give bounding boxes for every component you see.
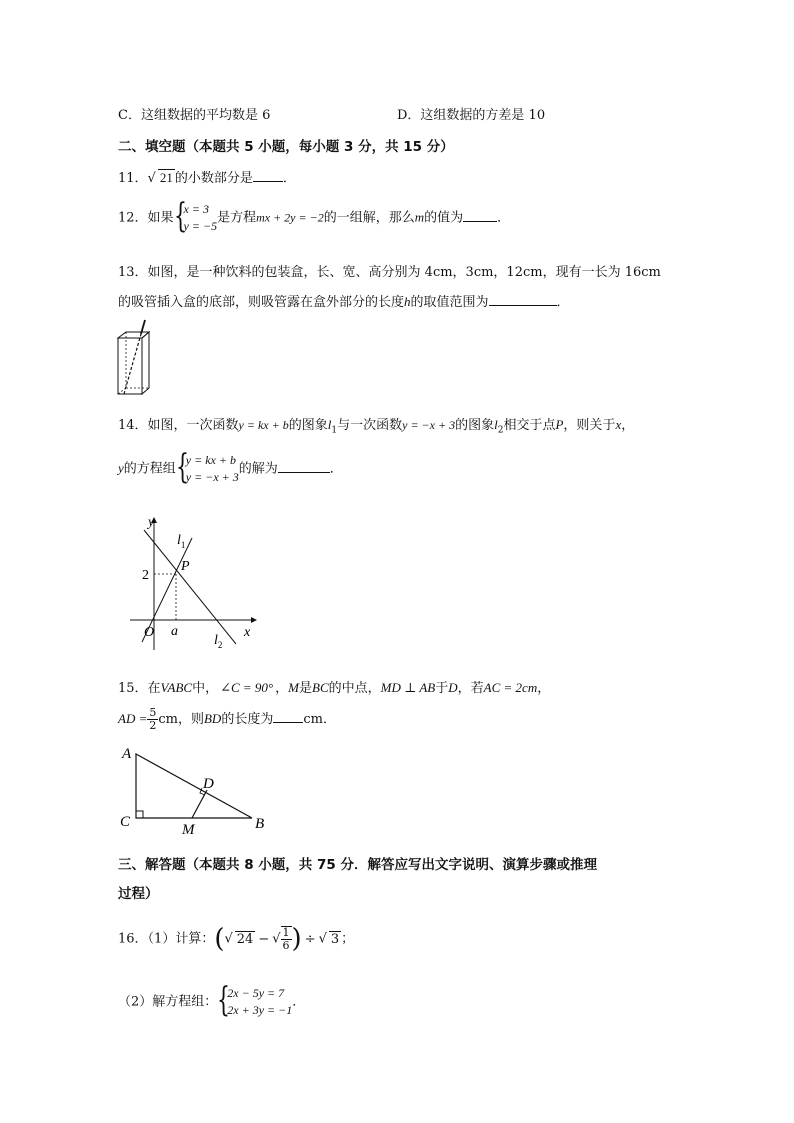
q14-l2-sub: 2 <box>497 425 504 436</box>
q14-graph <box>124 512 264 656</box>
q16-sqrt-symbol-2: √ <box>272 931 281 947</box>
question-15-line1 <box>118 677 550 696</box>
section-3-title-line1: 三、解答题（本题共 8 小题，共 75 分．解答应写出文字说明、演算步骤或推理 <box>118 857 597 873</box>
q15-t5: 于 <box>435 681 449 696</box>
q14-l2: l <box>494 417 498 432</box>
question-13-line1: 13．如图，是一种饮料的包装盒，长、宽、高分别为 4cm，3cm，12cm，现有一长为 16cm <box>118 265 661 280</box>
graph-l1-subscript: 1 <box>180 540 186 550</box>
q12-end: ． <box>497 210 511 226</box>
q15-d: D <box>448 680 458 695</box>
label-m: M <box>182 822 195 836</box>
q15-t8: ，则 <box>177 712 204 727</box>
q14-func1: y = kx + b <box>238 418 289 432</box>
q14-point-p: P <box>555 417 564 432</box>
q15-t6: ，若 <box>457 681 484 696</box>
q16-semicolon: ； <box>341 931 355 947</box>
q14-eq2: y = −x + 3 <box>185 470 239 484</box>
graph-l2-subscript: 2 <box>217 640 223 650</box>
q13-text-a: 的吸管插入盒的底部，则吸管露在盒外部分的长度 <box>118 295 405 310</box>
q14-func2: y = −x + 3 <box>402 418 456 432</box>
label-c: C <box>120 814 131 830</box>
q12-eq1: x = 3 <box>183 202 209 216</box>
q14-number: 14．如图，一次函数 <box>118 418 239 433</box>
q14-l1-sub: 1 <box>331 425 338 436</box>
q15-frac-den: 2 <box>149 719 157 732</box>
right-angle-c <box>136 811 143 818</box>
q16-part2-label: （2）解方程组： <box>118 994 218 1010</box>
q13-end: ． <box>556 295 570 310</box>
q12-eq2: y = −5 <box>183 219 218 233</box>
label-a: A <box>122 746 132 762</box>
q15-ad: AD = <box>118 711 148 726</box>
graph-l1-label <box>177 533 185 550</box>
line-l2 <box>144 530 236 644</box>
q16-radicand-3: 3 <box>330 931 340 947</box>
question-16-part2 <box>118 980 306 1020</box>
graph-point-p: P <box>181 559 190 574</box>
q13-box-figure <box>114 318 154 396</box>
q16-part1-label: 16．（1）计算： <box>118 931 215 947</box>
q16-system <box>217 980 293 1020</box>
q15-t9: 的长度为 <box>221 712 274 727</box>
q14-t1: 的图象 <box>288 418 328 433</box>
q15-bd: BD <box>203 711 222 726</box>
q12-var: m <box>414 209 425 225</box>
q15-triangle: VABC <box>160 680 193 695</box>
q14-end: ． <box>329 461 343 477</box>
graph-x-tick: a <box>171 624 178 639</box>
box-side <box>142 332 149 394</box>
box-top <box>118 332 149 338</box>
q16-frac-den: 6 <box>282 939 290 952</box>
q15-m: M <box>288 680 299 695</box>
section-3-title-line2: 过程） <box>118 886 159 902</box>
q15-angle: ∠C = 90° <box>220 680 274 695</box>
q14-t2: 与一次函数 <box>337 418 403 433</box>
q14-eq1: y = kx + b <box>185 453 236 467</box>
q14-comma: ， <box>621 418 635 433</box>
q13-answer-blank[interactable] <box>489 293 557 306</box>
q14-t4: 相交于点 <box>503 418 556 433</box>
q14-system <box>175 447 239 487</box>
q16-minus: − <box>258 931 270 947</box>
label-b: B <box>255 816 265 832</box>
q16-sqrt-symbol-1: √ <box>224 931 233 947</box>
q15-unit2: cm <box>303 712 323 727</box>
q16-end: ． <box>292 994 306 1010</box>
option-d: D．这组数据的方差是 10 <box>397 108 546 123</box>
q15-triangle-figure <box>116 744 274 836</box>
question-15-line2 <box>118 707 336 732</box>
q14-l1: l <box>327 417 332 432</box>
q16-div: ÷ <box>304 931 316 947</box>
q11-text: 的小数部分是 <box>174 171 253 186</box>
q14-x: x <box>615 417 622 432</box>
q16-right-paren: ) <box>291 924 302 954</box>
label-d: D <box>203 776 214 792</box>
triangle-abc <box>136 754 252 818</box>
q14-t7: 的解为 <box>238 461 278 477</box>
q16-radicand-24: 24 <box>236 931 254 947</box>
segment-md <box>192 790 207 818</box>
q11-end: ． <box>282 171 296 186</box>
q12-equation: mx + 2y = −2 <box>256 210 324 225</box>
q12-number: 12．如果 <box>118 210 174 226</box>
q12-tail: 的一组解，那么 <box>323 210 415 226</box>
q11-radicand: 21 <box>159 170 173 185</box>
q16-fraction <box>281 926 292 952</box>
graph-l1-letter: l <box>177 533 181 548</box>
q11-answer-blank[interactable] <box>253 169 283 182</box>
q16-frac-num: 1 <box>282 926 290 939</box>
q14-y: y <box>118 460 124 476</box>
q14-t5: ，则关于 <box>563 418 616 433</box>
q11-sqrt-symbol: √ <box>147 171 156 186</box>
q15-t4: 的中点， <box>328 681 381 696</box>
question-12 <box>118 196 511 236</box>
q15-t1: 中， <box>192 681 219 696</box>
question-11 <box>118 167 296 186</box>
q14-t3: 的图象 <box>455 418 495 433</box>
q15-t3: 是 <box>299 681 313 696</box>
q12-brace: { <box>173 196 187 236</box>
question-13-line2 <box>118 291 570 310</box>
question-14-line1 <box>118 414 634 436</box>
graph-l2-letter: l <box>214 633 218 648</box>
box-front <box>118 338 142 394</box>
q13-text-b: 的取值范围为 <box>410 295 489 310</box>
q15-fraction <box>147 707 158 732</box>
question-16-part1 <box>118 924 354 954</box>
question-14-line2 <box>118 447 343 487</box>
graph-x-label: x <box>244 625 251 640</box>
q15-perp: MD ⊥ AB <box>380 680 436 695</box>
option-c: C．这组数据的平均数是 6 <box>118 108 271 123</box>
q12-mid: 是方程 <box>217 210 257 226</box>
q11-number: 11． <box>118 171 148 186</box>
graph-l2-label <box>214 633 222 650</box>
q15-t7: ， <box>537 681 551 696</box>
q12-system <box>173 196 218 236</box>
q16-sqrt-symbol-3: √ <box>318 931 327 947</box>
q15-t2: ， <box>275 681 289 696</box>
q12-tail2: 的值为 <box>424 210 464 226</box>
q14-answer-blank[interactable] <box>278 460 330 473</box>
q15-unit: cm <box>158 712 178 727</box>
q13-var: h <box>404 294 411 309</box>
q16-brace: { <box>217 980 231 1020</box>
q15-end: ． <box>322 712 336 727</box>
q16-left-paren: ( <box>214 924 225 954</box>
graph-y-tick: 2 <box>142 568 149 583</box>
q16-eq2: 2x + 3y = −1 <box>227 1003 293 1017</box>
q15-frac-num: 5 <box>149 706 157 719</box>
q14-t6: 的方程组 <box>123 461 176 477</box>
graph-y-label: y <box>148 515 155 530</box>
section-2-title: 二、填空题（本题共 5 小题，每小题 3 分，共 15 分） <box>118 139 454 155</box>
q12-answer-blank[interactable] <box>463 209 497 222</box>
q15-ac: AC = 2cm <box>483 680 538 695</box>
graph-origin: O <box>144 625 155 640</box>
q15-answer-blank[interactable] <box>273 710 303 723</box>
q14-brace: { <box>175 447 189 487</box>
q15-bc: BC <box>312 680 329 695</box>
q16-eq1: 2x − 5y = 7 <box>227 986 285 1000</box>
q15-number: 15．在 <box>118 681 161 696</box>
